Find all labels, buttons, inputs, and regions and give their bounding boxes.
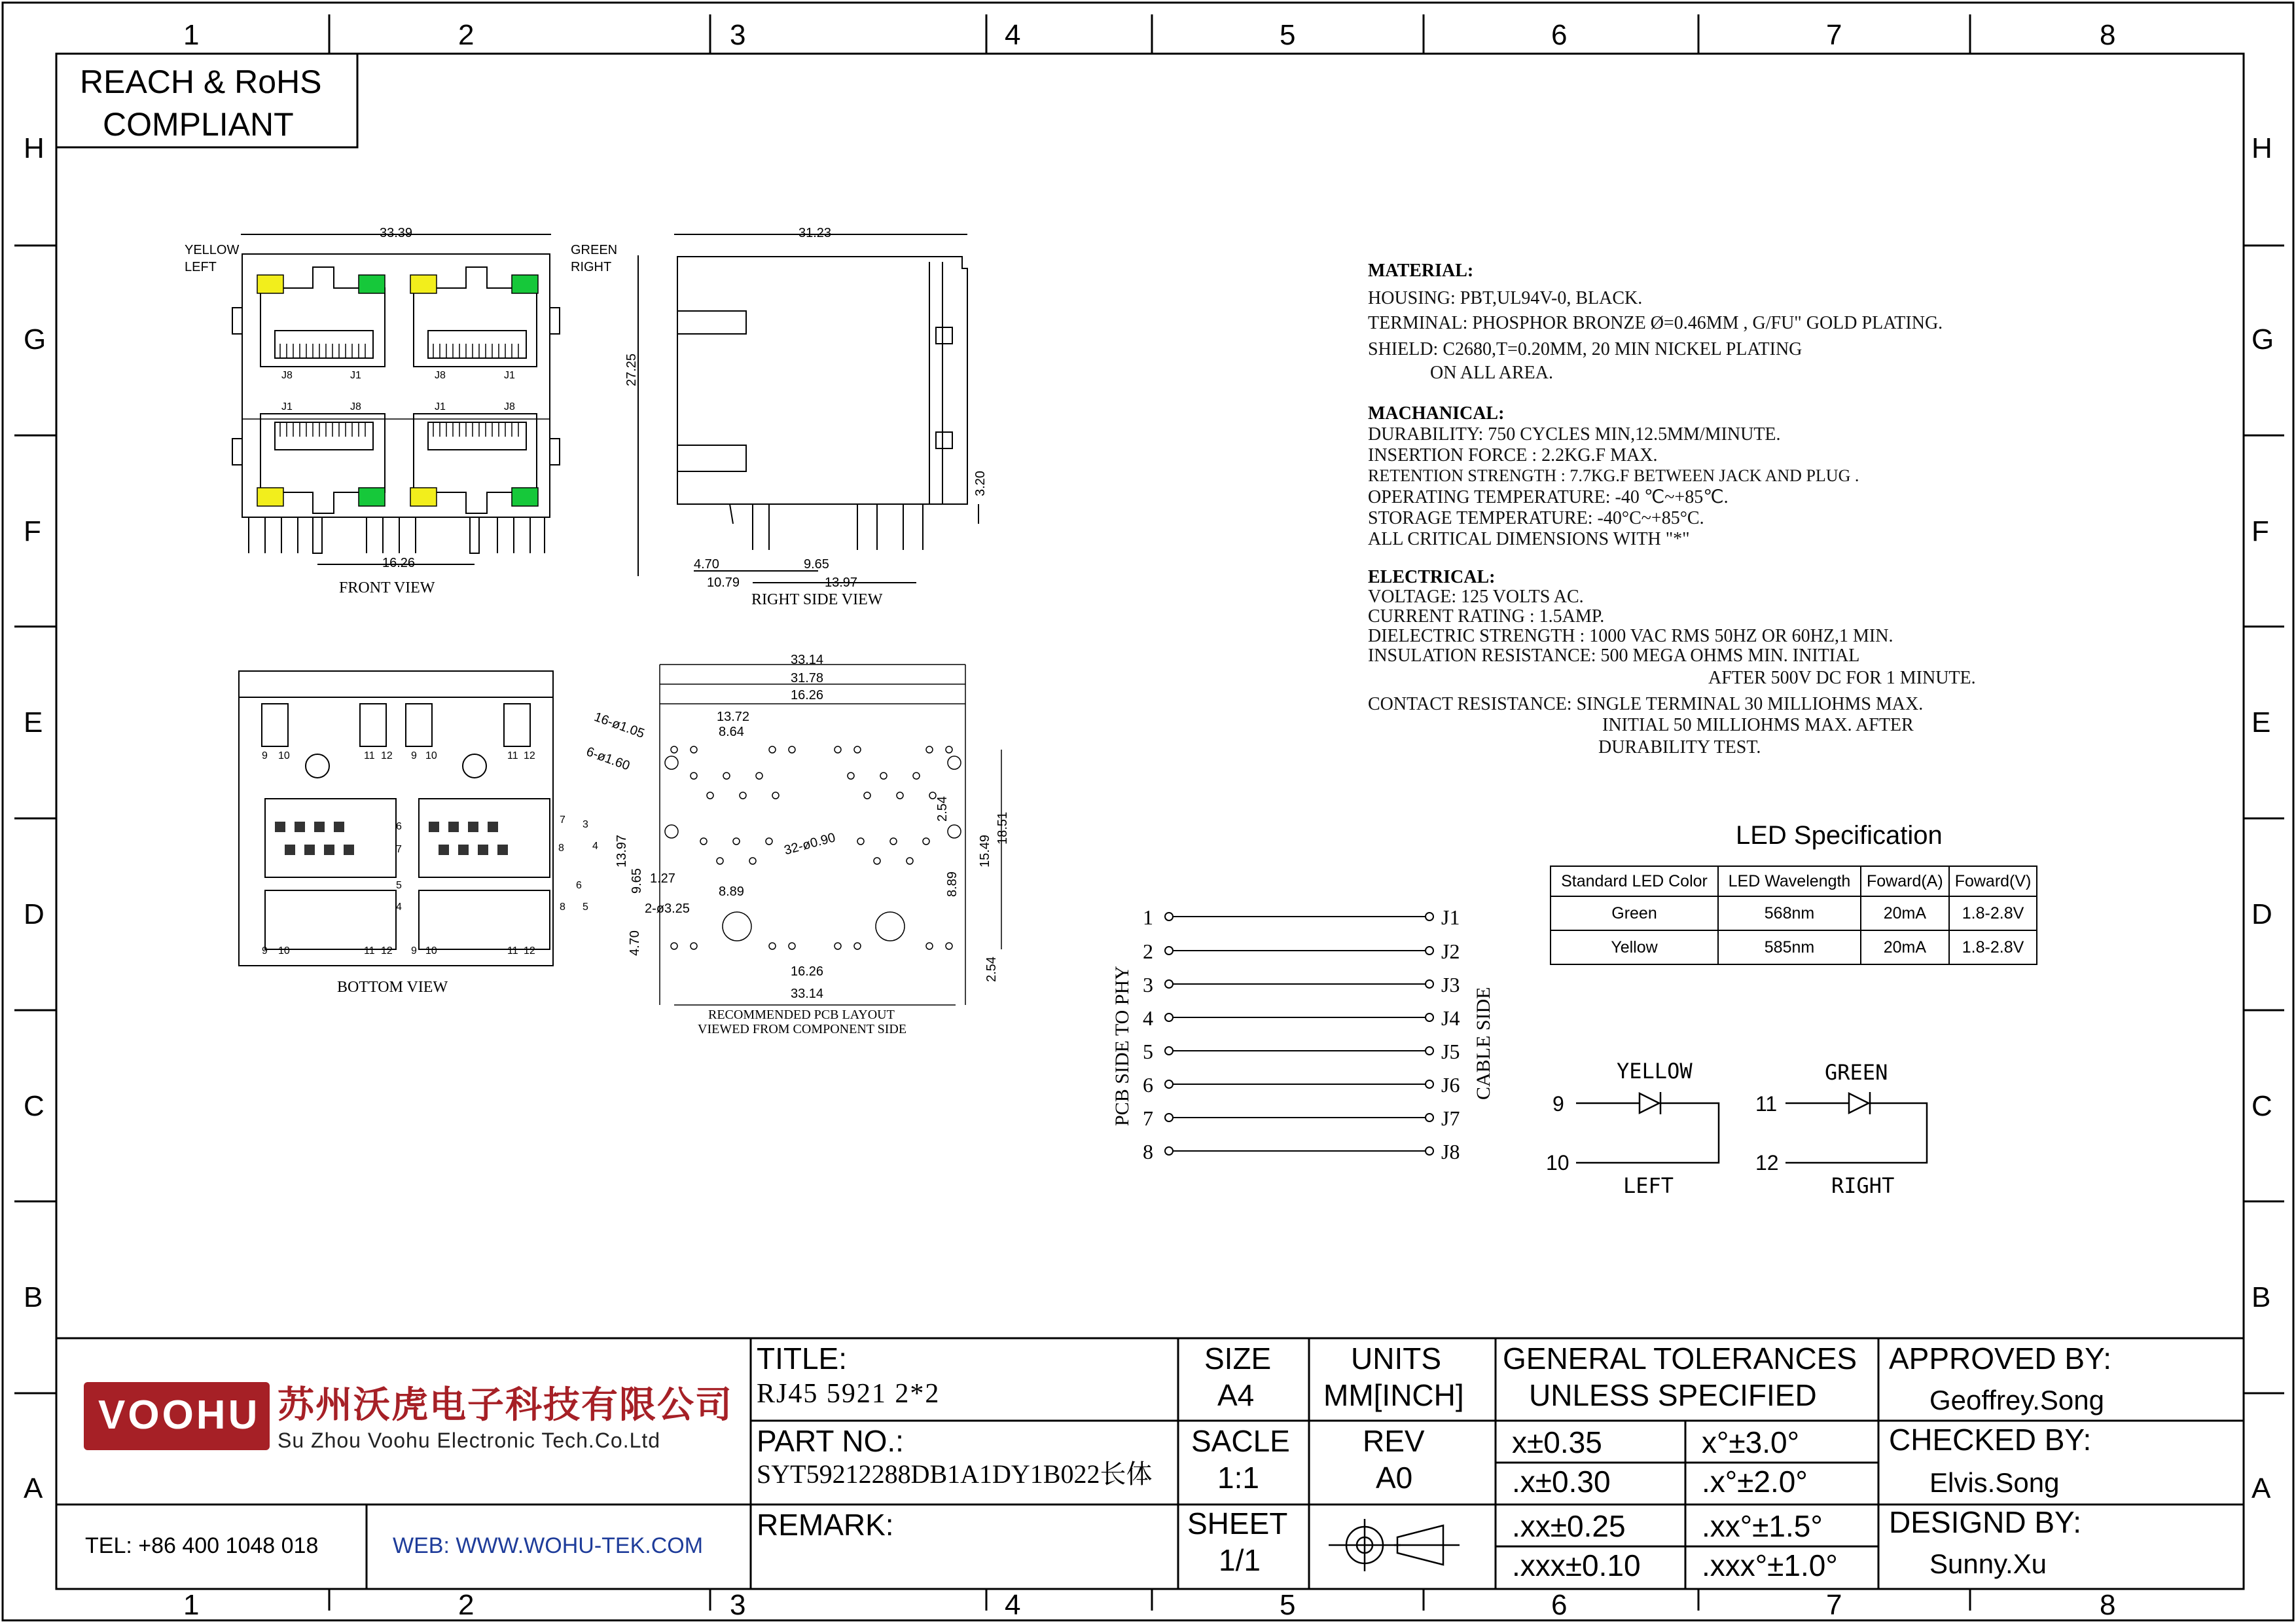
schematic-pin-left: 1 bbox=[1143, 905, 1153, 929]
bottom-pin-label: 11 bbox=[364, 945, 375, 957]
schematic-pin-right: J3 bbox=[1441, 973, 1460, 996]
tolerance-value: .x±0.30 bbox=[1512, 1465, 1611, 1499]
led-spec-cell: Green bbox=[1551, 896, 1718, 930]
tolerance-title-2: UNLESS SPECIFIED bbox=[1529, 1378, 1817, 1412]
zone-col-label: 2 bbox=[458, 19, 475, 51]
mechanical-line: RETENTION STRENGTH : 7.7KG.F BETWEEN JACK AND PLUG . bbox=[1368, 466, 1859, 485]
electrical-line: INSULATION RESISTANCE: 500 MEGA OHMS MIN. INITIAL bbox=[1368, 646, 1860, 666]
side-dim: 4.70 bbox=[694, 557, 719, 572]
pcb-dim: 4.70 bbox=[628, 930, 642, 956]
bottom-pin-label: 9 bbox=[411, 750, 417, 761]
pin-label: J8 bbox=[350, 401, 361, 412]
bottom-side-num: 3 bbox=[583, 819, 588, 830]
bottom-pin-label: 12 bbox=[524, 945, 535, 957]
bottom-pin-label: 12 bbox=[381, 750, 393, 761]
material-heading: MATERIAL: bbox=[1368, 261, 1474, 281]
side-dim: 13.97 bbox=[825, 575, 858, 590]
bottom-side-num: 5 bbox=[396, 880, 402, 891]
led-spec-cell: 1.8-2.8V bbox=[1949, 930, 2037, 964]
company-name-en: Su Zhou Voohu Electronic Tech.Co.Ltd bbox=[278, 1429, 661, 1452]
right-side-view-drawing bbox=[638, 234, 978, 583]
schematic-left-label: PCB SIDE TO PHY bbox=[1111, 966, 1133, 1126]
zone-row-label: B bbox=[2251, 1281, 2271, 1313]
tolerance-value: .xx°±1.5° bbox=[1702, 1509, 1823, 1543]
electrical-line: DIELECTRIC STRENGTH : 1000 VAC RMS 50HZ OR 60HZ,1 MIN. bbox=[1368, 626, 1893, 646]
bottom-pin-label: 12 bbox=[524, 750, 535, 761]
bottom-pin-label: 10 bbox=[425, 750, 437, 761]
electrical-line: INITIAL 50 MILLIOHMS MAX. AFTER bbox=[1602, 715, 1914, 735]
bottom-view-pads bbox=[275, 822, 508, 855]
pcb-dim: 15.49 bbox=[978, 834, 992, 867]
size-label: SIZE bbox=[1204, 1341, 1272, 1376]
zone-col-label: 7 bbox=[1826, 1589, 1842, 1621]
zone-col-label: 1 bbox=[183, 19, 200, 51]
pcb-dim: 16.26 bbox=[791, 964, 824, 979]
schematic-pin-left: 2 bbox=[1143, 939, 1153, 963]
bottom-pin-label: 11 bbox=[507, 945, 518, 957]
led-spec-cell: 20mA bbox=[1861, 930, 1949, 964]
led-green bbox=[512, 275, 538, 293]
schematic-pin-right: J5 bbox=[1441, 1040, 1460, 1063]
led-green-side: RIGHT bbox=[1831, 1173, 1895, 1198]
pcb-dim: 1.27 bbox=[650, 871, 675, 886]
zone-row-label: C bbox=[2251, 1090, 2272, 1122]
led-green bbox=[359, 275, 385, 293]
pcb-dim: 33.14 bbox=[791, 987, 824, 1001]
zone-row-label: D bbox=[2251, 898, 2272, 930]
led-spec-cell: 585nm bbox=[1718, 930, 1861, 964]
led-spec-cell: 20mA bbox=[1861, 896, 1949, 930]
schematic-right-label: CABLE SIDE bbox=[1473, 987, 1494, 1100]
tolerance-value: .xxx°±1.0° bbox=[1702, 1548, 1838, 1582]
side-dim: 10.79 bbox=[707, 575, 740, 590]
bottom-pin-label: 11 bbox=[507, 750, 518, 761]
material-line: ON ALL AREA. bbox=[1430, 363, 1553, 383]
mechanical-heading: MACHANICAL: bbox=[1368, 403, 1505, 424]
tolerance-value: .xx±0.25 bbox=[1512, 1509, 1626, 1543]
led-green-anode: 11 bbox=[1755, 1092, 1778, 1116]
tolerance-value: x°±3.0° bbox=[1702, 1425, 1799, 1459]
zone-row-label: H bbox=[24, 132, 45, 164]
mechanical-line: INSERTION FORCE : 2.2KG.F MAX. bbox=[1368, 445, 1658, 465]
schematic-pin-left: 4 bbox=[1143, 1006, 1153, 1030]
zone-col-label: 3 bbox=[730, 19, 746, 51]
led-yellow bbox=[257, 488, 283, 506]
zone-row-label: D bbox=[24, 898, 45, 930]
bottom-pin-label: 10 bbox=[278, 750, 290, 761]
led-spec-cell: Yellow bbox=[1551, 930, 1718, 964]
front-view-leds bbox=[257, 275, 538, 506]
schematic-pin-left: 6 bbox=[1143, 1073, 1153, 1097]
zone-row-label: A bbox=[2251, 1472, 2271, 1504]
company-tel: TEL: +86 400 1048 018 bbox=[85, 1533, 319, 1558]
zone-row-label: C bbox=[24, 1090, 45, 1122]
pcb-caption-2: VIEWED FROM COMPONENT SIDE bbox=[698, 1022, 907, 1036]
rev-value: A0 bbox=[1376, 1461, 1413, 1495]
zone-col-label: 6 bbox=[1551, 1589, 1568, 1621]
zone-col-label: 3 bbox=[730, 1589, 746, 1621]
logo-text: VOOHU bbox=[98, 1393, 260, 1438]
pcb-dim: 13.97 bbox=[615, 834, 629, 867]
pin-label: J1 bbox=[435, 401, 446, 412]
checked-value: Elvis.Song bbox=[1929, 1467, 2060, 1498]
side-height-dim: 27.25 bbox=[624, 353, 639, 386]
led-spec-header: Foward(A) bbox=[1861, 866, 1949, 896]
led-green-cathode: 12 bbox=[1755, 1151, 1779, 1175]
bottom-view-drawing bbox=[239, 671, 553, 966]
bottom-side-num: 8 bbox=[560, 902, 565, 913]
material-line: HOUSING: PBT,UL94V-0, BLACK. bbox=[1368, 288, 1643, 308]
bottom-side-num: 6 bbox=[396, 821, 402, 832]
zone-row-label: E bbox=[24, 706, 43, 739]
tolerance-value: .xxx±0.10 bbox=[1512, 1548, 1641, 1582]
front-view-caption: FRONT VIEW bbox=[339, 579, 435, 596]
led-spec-title: LED Specification bbox=[1736, 821, 1943, 850]
bottom-pin-label: 9 bbox=[262, 750, 268, 761]
schematic-pin-left: 3 bbox=[1143, 973, 1153, 996]
tolerance-title-1: GENERAL TOLERANCES bbox=[1503, 1341, 1857, 1376]
scale-label: SACLE bbox=[1191, 1424, 1290, 1458]
zone-col-label: 8 bbox=[2100, 1589, 2116, 1621]
electrical-line: VOLTAGE: 125 VOLTS AC. bbox=[1368, 587, 1584, 607]
electrical-line: AFTER 500V DC FOR 1 MINUTE. bbox=[1708, 668, 1976, 688]
schematic-pin-left: 7 bbox=[1143, 1106, 1153, 1130]
pcb-dim: 8.89 bbox=[945, 871, 960, 897]
pcb-dim: 8.64 bbox=[719, 725, 744, 739]
led-yellow-side: LEFT bbox=[1623, 1173, 1674, 1198]
pcb-dim: 18.51 bbox=[996, 811, 1010, 845]
material-line: TERMINAL: PHOSPHOR BRONZE Ø=0.46MM , G/FU" GOLD PLATING. bbox=[1368, 313, 1943, 333]
led-right-side: RIGHT bbox=[571, 260, 612, 274]
led-yellow bbox=[410, 275, 437, 293]
zone-row-label: G bbox=[24, 323, 46, 356]
company-logo bbox=[84, 1382, 270, 1450]
zone-row-label: A bbox=[24, 1472, 43, 1504]
pcb-dim: 2.54 bbox=[984, 957, 999, 982]
led-green bbox=[512, 488, 538, 506]
checked-label: CHECKED BY: bbox=[1889, 1423, 2092, 1457]
bottom-side-num: 4 bbox=[592, 841, 598, 852]
zone-col-label: 2 bbox=[458, 1589, 475, 1621]
projection-symbol bbox=[1329, 1519, 1460, 1571]
led-yellow-anode: 9 bbox=[1552, 1092, 1564, 1116]
led-left-side: LEFT bbox=[185, 260, 217, 274]
bottom-side-num: 7 bbox=[396, 844, 402, 855]
zone-col-label: 7 bbox=[1826, 19, 1842, 51]
pcb-dim: 31.78 bbox=[791, 671, 824, 685]
zone-row-label: F bbox=[2251, 515, 2269, 547]
pcb-dim: 16.26 bbox=[791, 688, 824, 702]
zone-row-label: H bbox=[2251, 132, 2272, 164]
pin-label: J8 bbox=[281, 370, 293, 381]
pcb-dim: 2-ø3.25 bbox=[645, 902, 690, 916]
bottom-pin-label: 10 bbox=[425, 945, 437, 957]
electrical-line: CURRENT RATING : 1.5AMP. bbox=[1368, 606, 1605, 627]
pcb-dim: 13.72 bbox=[717, 710, 750, 724]
led-left-color: YELLOW bbox=[185, 243, 240, 257]
led-green bbox=[359, 488, 385, 506]
bottom-side-num: 4 bbox=[396, 902, 402, 913]
units-value: MM[INCH] bbox=[1323, 1378, 1464, 1412]
company-web: WEB: WWW.WOHU-TEK.COM bbox=[393, 1533, 704, 1558]
pcb-dim: 6-ø1.60 bbox=[584, 744, 632, 774]
pin-label: J8 bbox=[435, 370, 446, 381]
front-pitch-dim: 16.26 bbox=[382, 556, 416, 570]
led-spec-header: Standard LED Color bbox=[1551, 866, 1718, 896]
schematic-pin-right: J4 bbox=[1441, 1006, 1460, 1030]
electrical-heading: ELECTRICAL: bbox=[1368, 567, 1496, 587]
electrical-line: DURABILITY TEST. bbox=[1598, 737, 1761, 757]
zone-col-label: 5 bbox=[1280, 19, 1296, 51]
bottom-pin-label: 9 bbox=[411, 945, 417, 957]
bottom-view-caption: BOTTOM VIEW bbox=[337, 979, 448, 996]
bottom-side-num: 5 bbox=[583, 902, 588, 913]
pin-label: J1 bbox=[281, 401, 293, 412]
compliance-line2: COMPLIANT bbox=[103, 106, 294, 143]
pcb-dim: 9.65 bbox=[630, 868, 644, 894]
schematic-lines bbox=[1165, 913, 1433, 1155]
sheet-value: 1/1 bbox=[1219, 1543, 1261, 1577]
led-spec-header: LED Wavelength bbox=[1718, 866, 1861, 896]
size-value: A4 bbox=[1217, 1378, 1255, 1412]
zone-row-label: F bbox=[24, 515, 41, 547]
right-side-caption: RIGHT SIDE VIEW bbox=[751, 591, 883, 608]
rev-label: REV bbox=[1363, 1424, 1425, 1458]
led-right-color: GREEN bbox=[571, 243, 618, 257]
led-green-label: GREEN bbox=[1825, 1060, 1888, 1085]
pcb-dim: 32-ø0.90 bbox=[782, 830, 837, 858]
electrical-line: CONTACT RESISTANCE: SINGLE TERMINAL 30 MILLIOHMS MAX. bbox=[1368, 694, 1924, 714]
designed-value: Sunny.Xu bbox=[1929, 1548, 2047, 1579]
mechanical-line: STORAGE TEMPERATURE: -40°C~+85°C. bbox=[1368, 508, 1704, 528]
led-spec-table bbox=[1550, 866, 2037, 965]
zone-col-label: 1 bbox=[183, 1589, 200, 1621]
pin-label: J1 bbox=[350, 370, 361, 381]
company-name-cn: 苏州沃虎电子科技有限公司 bbox=[278, 1384, 733, 1425]
part-no-label: PART NO.: bbox=[757, 1424, 904, 1458]
pin-label: J1 bbox=[504, 370, 515, 381]
zone-col-label: 4 bbox=[1005, 1589, 1021, 1621]
zone-col-label: 5 bbox=[1280, 1589, 1296, 1621]
scale-value: 1:1 bbox=[1217, 1461, 1259, 1495]
outer-frame bbox=[3, 3, 2293, 1620]
zone-row-label: G bbox=[2251, 323, 2274, 356]
pcb-dim: 33.14 bbox=[791, 653, 824, 667]
schematic-pin-left: 8 bbox=[1143, 1140, 1153, 1163]
pcb-dim: 2.54 bbox=[935, 796, 950, 822]
zone-col-label: 8 bbox=[2100, 19, 2116, 51]
led-yellow bbox=[410, 488, 437, 506]
bottom-side-num: 7 bbox=[560, 814, 565, 826]
schematic-pin-right: J2 bbox=[1441, 939, 1460, 963]
pcb-dim: 8.89 bbox=[719, 884, 744, 899]
led-spec-cell: 1.8-2.8V bbox=[1949, 896, 2037, 930]
schematic-pin-right: J8 bbox=[1441, 1140, 1460, 1163]
designed-label: DESIGND BY: bbox=[1889, 1505, 2081, 1539]
front-width-dim: 33.39 bbox=[380, 226, 413, 240]
bottom-side-num: 6 bbox=[576, 880, 582, 891]
led-green-diagram bbox=[1785, 1092, 1927, 1163]
bottom-side-num: 8 bbox=[558, 843, 564, 854]
units-label: UNITS bbox=[1351, 1341, 1441, 1376]
mechanical-line: DURABILITY: 750 CYCLES MIN,12.5MM/MINUTE. bbox=[1368, 424, 1781, 445]
led-yellow-diagram bbox=[1576, 1092, 1719, 1163]
side-pin-dim: 3.20 bbox=[973, 471, 988, 496]
side-depth-dim: 31.23 bbox=[798, 226, 832, 240]
pin-label: J8 bbox=[504, 401, 515, 412]
led-yellow-label: YELLOW bbox=[1617, 1059, 1693, 1084]
bottom-pin-label: 9 bbox=[262, 945, 268, 957]
sheet-label: SHEET bbox=[1187, 1506, 1288, 1541]
approved-value: Geoffrey.Song bbox=[1929, 1385, 2104, 1415]
title-label: TITLE: bbox=[757, 1341, 848, 1376]
schematic-pin-left: 5 bbox=[1143, 1040, 1153, 1063]
zone-row-label: E bbox=[2251, 706, 2271, 739]
led-yellow-cathode: 10 bbox=[1546, 1151, 1570, 1175]
compliance-line1: REACH & RoHS bbox=[80, 64, 322, 100]
mechanical-line: OPERATING TEMPERATURE: -40 ℃~+85℃. bbox=[1368, 487, 1729, 507]
part-no-value: SYT59212288DB1A1DY1B022长体 bbox=[757, 1459, 1153, 1489]
schematic-pin-right: J7 bbox=[1441, 1106, 1460, 1130]
led-yellow bbox=[257, 275, 283, 293]
schematic-pin-right: J6 bbox=[1441, 1073, 1460, 1097]
zone-row-label: B bbox=[24, 1281, 43, 1313]
remark-label: REMARK: bbox=[757, 1508, 894, 1542]
material-line: SHIELD: C2680,T=0.20MM, 20 MIN NICKEL PLATING bbox=[1368, 339, 1803, 359]
approved-label: APPROVED BY: bbox=[1889, 1341, 2112, 1376]
mechanical-line: ALL CRITICAL DIMENSIONS WITH "*" bbox=[1368, 529, 1690, 549]
schematic-pin-right: J1 bbox=[1441, 905, 1460, 929]
tolerance-value: x±0.35 bbox=[1512, 1425, 1602, 1459]
pcb-dim: 16-ø1.05 bbox=[592, 710, 647, 742]
led-spec-cell: 568nm bbox=[1718, 896, 1861, 930]
side-dim: 9.65 bbox=[804, 557, 829, 572]
title-value: RJ45 5921 2*2 bbox=[757, 1379, 941, 1409]
bottom-pin-label: 10 bbox=[278, 945, 290, 957]
zone-col-label: 6 bbox=[1551, 19, 1568, 51]
zone-col-label: 4 bbox=[1005, 19, 1021, 51]
bottom-pin-label: 12 bbox=[381, 945, 393, 957]
led-spec-header: Foward(V) bbox=[1949, 866, 2037, 896]
tolerance-value: .x°±2.0° bbox=[1702, 1465, 1808, 1499]
pcb-caption-1: RECOMMENDED PCB LAYOUT bbox=[708, 1008, 895, 1022]
bottom-pin-label: 11 bbox=[364, 750, 375, 761]
